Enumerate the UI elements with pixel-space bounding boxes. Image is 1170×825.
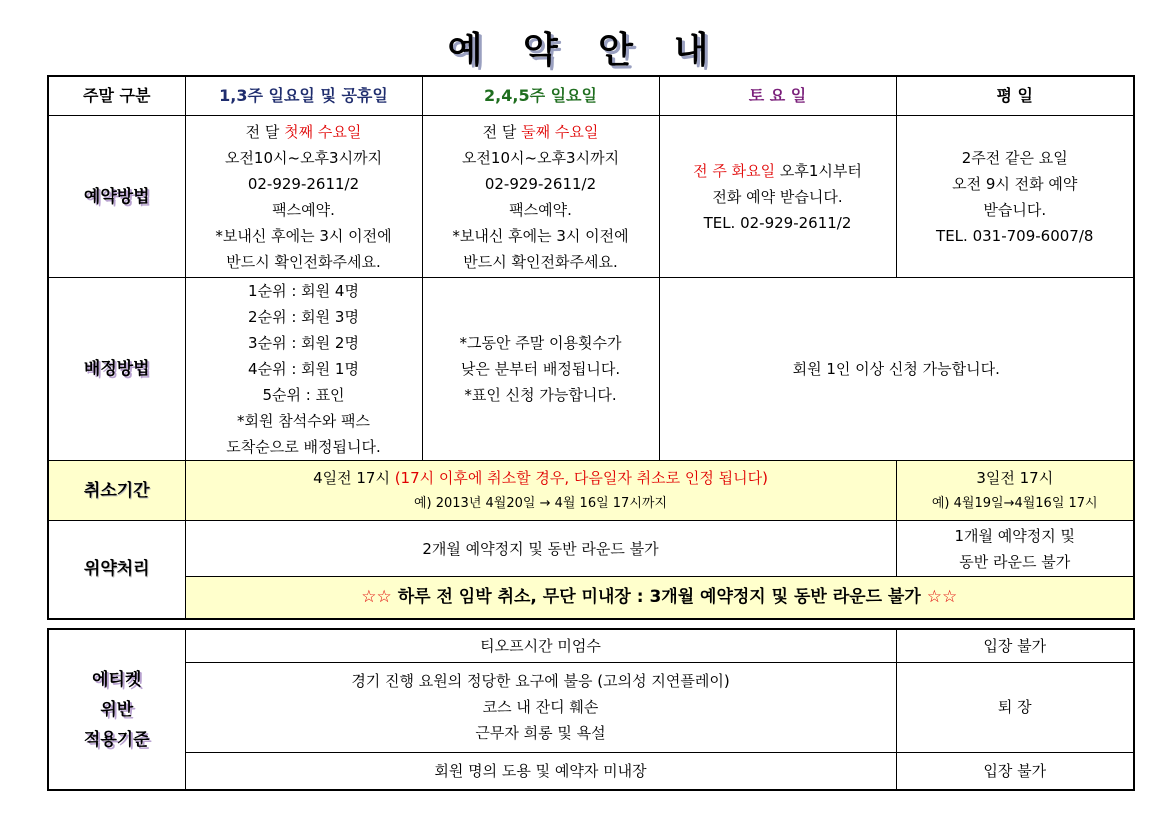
text: *보내신 후에는 3시 이전에 bbox=[215, 226, 392, 245]
cancel-label: 취소기간 bbox=[48, 461, 185, 521]
example-text: 예) 2013년 4월20일 → 4월 16일 17시까지 bbox=[413, 495, 668, 511]
highlight-text: 첫째 수요일 bbox=[284, 122, 362, 141]
header-row bbox=[48, 76, 1134, 116]
etiquette-desc: 회원 명의 도용 및 예약자 미내장 bbox=[185, 752, 896, 790]
text: 도착순으로 배정됩니다. bbox=[226, 438, 381, 456]
text: 1개월 예약정지 및 bbox=[954, 526, 1075, 545]
etiquette-penalty: 입장 불가 bbox=[896, 752, 1134, 790]
allocation-sun245 bbox=[422, 278, 659, 461]
cancel-row bbox=[48, 461, 1134, 521]
etiquette-desc bbox=[185, 662, 896, 752]
violation-main: 2개월 예약정지 및 동반 라운드 불가 bbox=[185, 521, 896, 577]
violation-label: 위약처리 bbox=[48, 521, 185, 619]
highlight-text: 전 주 화요일 bbox=[693, 161, 776, 180]
reservation-sun245 bbox=[422, 116, 659, 278]
allocation-sat-weekday: 회원 1인 이상 신청 가능합니다. bbox=[659, 278, 1134, 461]
text: *회원 참석수와 팩스 bbox=[237, 412, 370, 430]
text: 오전10시~오후3시까지 bbox=[224, 148, 383, 167]
violation-weekday bbox=[896, 521, 1134, 577]
etiquette-table bbox=[47, 628, 1135, 791]
label-line: 에티켓 bbox=[92, 669, 142, 690]
violation-notice bbox=[185, 577, 1134, 619]
page-title: 예 약 안 내 bbox=[447, 30, 723, 71]
text: *보내신 후에는 3시 이전에 bbox=[452, 226, 629, 245]
etiquette-row bbox=[48, 662, 1134, 752]
etiquette-penalty: 입장 불가 bbox=[896, 629, 1134, 662]
highlight-text: 둘째 수요일 bbox=[521, 122, 599, 141]
etiquette-desc: 티오프시간 미엄수 bbox=[185, 629, 896, 662]
etiquette-label bbox=[48, 629, 185, 790]
etiquette-penalty: 퇴 장 bbox=[896, 662, 1134, 752]
allocation-row bbox=[48, 278, 1134, 461]
text: 2주전 같은 요일 bbox=[961, 148, 1068, 167]
priority-line: 4순위 : 회원 1명 bbox=[248, 360, 359, 378]
phone-number: TEL. 031-709-6007/8 bbox=[936, 226, 1094, 245]
text: 반드시 확인전화주세요. bbox=[463, 252, 618, 271]
header-weekday: 평 일 bbox=[896, 76, 1134, 116]
header-sun13: 1,3주 일요일 및 공휴일 bbox=[185, 76, 422, 116]
reservation-weekday bbox=[896, 116, 1134, 278]
label-line: 적용기준 bbox=[83, 729, 150, 750]
reservation-table bbox=[47, 75, 1135, 620]
violation-notice-row bbox=[48, 577, 1134, 619]
cancel-weekday bbox=[896, 461, 1134, 521]
text: 경기 진행 요원의 정당한 요구에 불응 (고의성 지연플레이) bbox=[351, 672, 730, 690]
label-line: 위반 bbox=[100, 699, 134, 720]
reservation-row bbox=[48, 116, 1134, 278]
reservation-sun13 bbox=[185, 116, 422, 278]
text: 전 달 bbox=[482, 122, 522, 141]
highlight-text: (17시 이후에 취소할 경우, 다음일자 취소로 인정 됩니다) bbox=[394, 468, 768, 487]
text: 낮은 분부터 배정됩니다. bbox=[460, 360, 621, 378]
etiquette-row bbox=[48, 752, 1134, 790]
text: 반드시 확인전화주세요. bbox=[226, 252, 381, 271]
header-saturday: 토 요 일 bbox=[659, 76, 896, 116]
text: 전 달 bbox=[245, 122, 285, 141]
text: 오전 9시 전화 예약 bbox=[952, 174, 1078, 193]
phone-number: TEL. 02-929-2611/2 bbox=[703, 213, 852, 232]
text: *표인 신청 가능합니다. bbox=[464, 386, 617, 404]
header-category: 주말 구분 bbox=[48, 76, 185, 116]
reservation-label: 예약방법 bbox=[48, 116, 185, 278]
phone-number: 02-929-2611/2 bbox=[484, 174, 597, 193]
notice-text: 하루 전 임박 취소, 무단 미내장 : 3개월 예약정지 및 동반 라운드 불가 bbox=[397, 587, 921, 608]
phone-number: 02-929-2611/2 bbox=[247, 174, 360, 193]
text: 코스 내 잔디 훼손 bbox=[482, 698, 599, 716]
example-text: 예) 4월19일→4월16일 17시 bbox=[931, 495, 1098, 511]
text: 3일전 17시 bbox=[976, 468, 1054, 487]
text: 오전10시~오후3시까지 bbox=[461, 148, 620, 167]
priority-line: 3순위 : 회원 2명 bbox=[248, 334, 359, 352]
text: 4일전 17시 bbox=[313, 468, 395, 487]
header-sun245: 2,4,5주 일요일 bbox=[422, 76, 659, 116]
text: 전화 예약 받습니다. bbox=[712, 187, 843, 206]
text: 오후1시부터 bbox=[775, 161, 862, 180]
etiquette-row bbox=[48, 629, 1134, 662]
text: 팩스예약. bbox=[509, 200, 572, 219]
priority-line: 1순위 : 회원 4명 bbox=[248, 282, 359, 300]
text: *그동안 주말 이용횟수가 bbox=[459, 334, 622, 352]
priority-line: 2순위 : 회원 3명 bbox=[248, 308, 359, 326]
allocation-label: 배정방법 bbox=[48, 278, 185, 461]
text: 근무자 희롱 및 욕설 bbox=[475, 724, 606, 742]
cancel-main bbox=[185, 461, 896, 521]
priority-line: 5순위 : 표인 bbox=[262, 386, 345, 404]
text: 받습니다. bbox=[983, 200, 1047, 219]
text: 동반 라운드 불가 bbox=[959, 552, 1071, 571]
star-icon: ☆☆ bbox=[361, 587, 392, 608]
reservation-saturday bbox=[659, 116, 896, 278]
violation-row bbox=[48, 521, 1134, 577]
text: 팩스예약. bbox=[272, 200, 335, 219]
allocation-sun13 bbox=[185, 278, 422, 461]
star-icon: ☆☆ bbox=[926, 587, 958, 608]
